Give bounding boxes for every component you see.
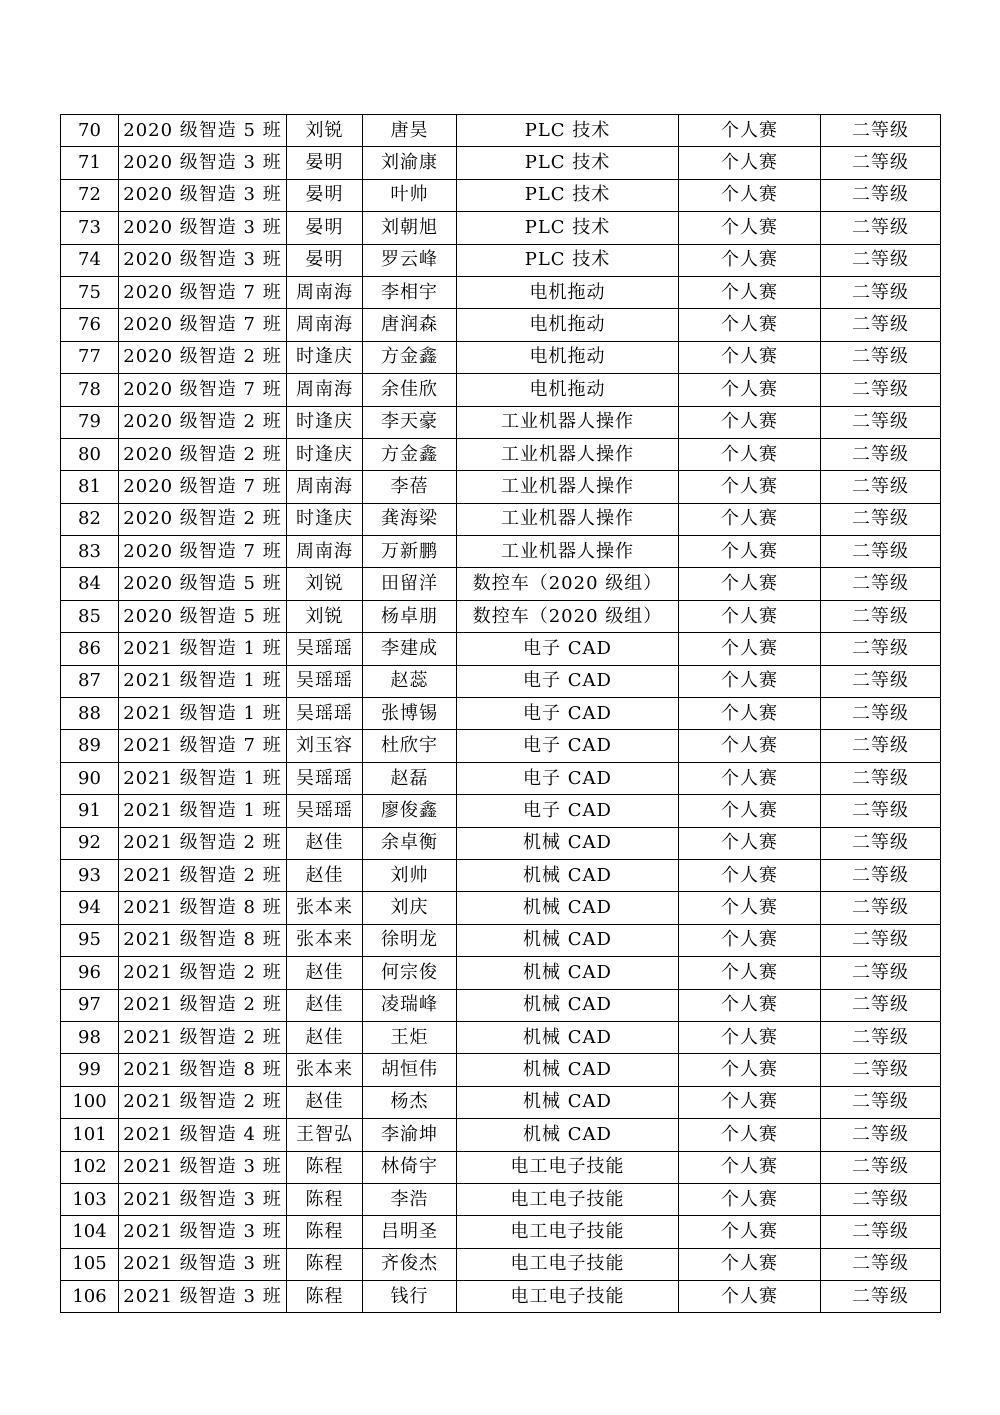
- competition-type-cell: 个人赛: [679, 989, 821, 1021]
- event-cell: 电机拖动: [457, 309, 679, 341]
- class-cell: 2021 级智造 1 班: [119, 698, 287, 730]
- competition-type-cell: 个人赛: [679, 179, 821, 211]
- teacher-cell: 晏明: [287, 212, 363, 244]
- table-row: [61, 309, 941, 341]
- award-level-cell: 二等级: [821, 244, 941, 276]
- table-row: [61, 179, 941, 211]
- student-cell: 方金鑫: [363, 341, 457, 373]
- event-cell: 电工电子技能: [457, 1248, 679, 1280]
- teacher-cell: 周南海: [287, 309, 363, 341]
- table-row: [61, 859, 941, 891]
- table-row: [61, 600, 941, 632]
- event-cell: 电子 CAD: [457, 698, 679, 730]
- row-number-cell: 83: [61, 536, 119, 568]
- award-level-cell: 二等级: [821, 665, 941, 697]
- table-row: [61, 957, 941, 989]
- teacher-cell: 刘锐: [287, 600, 363, 632]
- student-cell: 杨卓朋: [363, 600, 457, 632]
- award-level-cell: 二等级: [821, 374, 941, 406]
- award-level-cell: 二等级: [821, 1119, 941, 1151]
- student-cell: 何宗俊: [363, 957, 457, 989]
- teacher-cell: 赵佳: [287, 989, 363, 1021]
- competition-type-cell: 个人赛: [679, 212, 821, 244]
- student-cell: 李渝坤: [363, 1119, 457, 1151]
- award-level-cell: 二等级: [821, 115, 941, 147]
- event-cell: 电子 CAD: [457, 795, 679, 827]
- teacher-cell: 赵佳: [287, 957, 363, 989]
- class-cell: 2020 级智造 5 班: [119, 568, 287, 600]
- student-cell: 胡恒伟: [363, 1054, 457, 1086]
- teacher-cell: 周南海: [287, 276, 363, 308]
- award-level-cell: 二等级: [821, 1216, 941, 1248]
- event-cell: 机械 CAD: [457, 827, 679, 859]
- table-row: [61, 1248, 941, 1280]
- table-row: [61, 989, 941, 1021]
- event-cell: 数控车（2020 级组）: [457, 568, 679, 600]
- award-level-cell: 二等级: [821, 147, 941, 179]
- class-cell: 2020 级智造 7 班: [119, 536, 287, 568]
- award-level-cell: 二等级: [821, 276, 941, 308]
- event-cell: 工业机器人操作: [457, 406, 679, 438]
- award-level-cell: 二等级: [821, 1086, 941, 1118]
- student-cell: 李天豪: [363, 406, 457, 438]
- teacher-cell: 时逢庆: [287, 503, 363, 535]
- student-cell: 杨杰: [363, 1086, 457, 1118]
- award-level-cell: 二等级: [821, 762, 941, 794]
- event-cell: 机械 CAD: [457, 957, 679, 989]
- class-cell: 2020 级智造 2 班: [119, 406, 287, 438]
- event-cell: 电机拖动: [457, 276, 679, 308]
- student-cell: 李建成: [363, 633, 457, 665]
- table-row: [61, 924, 941, 956]
- competition-type-cell: 个人赛: [679, 374, 821, 406]
- event-cell: 电工电子技能: [457, 1281, 679, 1313]
- teacher-cell: 吴瑶瑶: [287, 795, 363, 827]
- event-cell: 电工电子技能: [457, 1151, 679, 1183]
- teacher-cell: 陈程: [287, 1183, 363, 1215]
- table-row: [61, 244, 941, 276]
- row-number-cell: 98: [61, 1021, 119, 1053]
- teacher-cell: 赵佳: [287, 1086, 363, 1118]
- student-cell: 杜欣宇: [363, 730, 457, 762]
- table-row: [61, 827, 941, 859]
- competition-type-cell: 个人赛: [679, 309, 821, 341]
- student-cell: 赵磊: [363, 762, 457, 794]
- award-level-cell: 二等级: [821, 212, 941, 244]
- award-level-cell: 二等级: [821, 600, 941, 632]
- student-cell: 廖俊鑫: [363, 795, 457, 827]
- award-level-cell: 二等级: [821, 1183, 941, 1215]
- row-number-cell: 76: [61, 309, 119, 341]
- student-cell: 李相宇: [363, 276, 457, 308]
- competition-type-cell: 个人赛: [679, 1281, 821, 1313]
- competition-type-cell: 个人赛: [679, 859, 821, 891]
- row-number-cell: 95: [61, 924, 119, 956]
- teacher-cell: 晏明: [287, 179, 363, 211]
- competition-type-cell: 个人赛: [679, 1151, 821, 1183]
- teacher-cell: 陈程: [287, 1151, 363, 1183]
- award-level-cell: 二等级: [821, 698, 941, 730]
- teacher-cell: 周南海: [287, 536, 363, 568]
- award-level-cell: 二等级: [821, 957, 941, 989]
- row-number-cell: 103: [61, 1183, 119, 1215]
- class-cell: 2020 级智造 5 班: [119, 115, 287, 147]
- table-row: [61, 115, 941, 147]
- event-cell: 电机拖动: [457, 341, 679, 373]
- student-cell: 余卓衡: [363, 827, 457, 859]
- table-row: [61, 730, 941, 762]
- competition-type-cell: 个人赛: [679, 795, 821, 827]
- class-cell: 2020 级智造 3 班: [119, 244, 287, 276]
- competition-type-cell: 个人赛: [679, 1248, 821, 1280]
- event-cell: 电机拖动: [457, 374, 679, 406]
- table-row: [61, 1119, 941, 1151]
- student-cell: 张博锡: [363, 698, 457, 730]
- event-cell: 机械 CAD: [457, 859, 679, 891]
- teacher-cell: 刘玉容: [287, 730, 363, 762]
- row-number-cell: 80: [61, 438, 119, 470]
- competition-type-cell: 个人赛: [679, 438, 821, 470]
- table-row: [61, 406, 941, 438]
- table-row: [61, 147, 941, 179]
- award-level-cell: 二等级: [821, 989, 941, 1021]
- award-level-cell: 二等级: [821, 1248, 941, 1280]
- award-level-cell: 二等级: [821, 179, 941, 211]
- student-cell: 王炬: [363, 1021, 457, 1053]
- class-cell: 2021 级智造 3 班: [119, 1183, 287, 1215]
- teacher-cell: 晏明: [287, 244, 363, 276]
- table-row: [61, 341, 941, 373]
- teacher-cell: 周南海: [287, 374, 363, 406]
- event-cell: 数控车（2020 级组）: [457, 600, 679, 632]
- competition-type-cell: 个人赛: [679, 698, 821, 730]
- row-number-cell: 90: [61, 762, 119, 794]
- award-level-cell: 二等级: [821, 1054, 941, 1086]
- student-cell: 林倚宇: [363, 1151, 457, 1183]
- teacher-cell: 赵佳: [287, 1021, 363, 1053]
- table-row: [61, 665, 941, 697]
- class-cell: 2021 级智造 3 班: [119, 1248, 287, 1280]
- row-number-cell: 105: [61, 1248, 119, 1280]
- event-cell: PLC 技术: [457, 115, 679, 147]
- row-number-cell: 84: [61, 568, 119, 600]
- class-cell: 2021 级智造 8 班: [119, 924, 287, 956]
- competition-type-cell: 个人赛: [679, 115, 821, 147]
- table-row: [61, 503, 941, 535]
- row-number-cell: 106: [61, 1281, 119, 1313]
- table-row: [61, 374, 941, 406]
- table-row: [61, 438, 941, 470]
- row-number-cell: 96: [61, 957, 119, 989]
- award-level-cell: 二等级: [821, 730, 941, 762]
- table-row: [61, 471, 941, 503]
- student-cell: 刘朝旭: [363, 212, 457, 244]
- row-number-cell: 91: [61, 795, 119, 827]
- student-cell: 赵蕊: [363, 665, 457, 697]
- teacher-cell: 张本来: [287, 1054, 363, 1086]
- student-cell: 方金鑫: [363, 438, 457, 470]
- event-cell: 电子 CAD: [457, 665, 679, 697]
- competition-type-cell: 个人赛: [679, 600, 821, 632]
- class-cell: 2020 级智造 3 班: [119, 212, 287, 244]
- event-cell: 电子 CAD: [457, 730, 679, 762]
- award-level-cell: 二等级: [821, 503, 941, 535]
- competition-type-cell: 个人赛: [679, 147, 821, 179]
- competition-type-cell: 个人赛: [679, 276, 821, 308]
- award-level-cell: 二等级: [821, 859, 941, 891]
- award-level-cell: 二等级: [821, 924, 941, 956]
- row-number-cell: 97: [61, 989, 119, 1021]
- row-number-cell: 82: [61, 503, 119, 535]
- class-cell: 2020 级智造 2 班: [119, 438, 287, 470]
- class-cell: 2021 级智造 1 班: [119, 633, 287, 665]
- award-level-cell: 二等级: [821, 827, 941, 859]
- teacher-cell: 时逢庆: [287, 341, 363, 373]
- table-row: [61, 1281, 941, 1313]
- table-row: [61, 1054, 941, 1086]
- teacher-cell: 陈程: [287, 1248, 363, 1280]
- student-cell: 李浩: [363, 1183, 457, 1215]
- competition-type-cell: 个人赛: [679, 762, 821, 794]
- class-cell: 2020 级智造 2 班: [119, 341, 287, 373]
- competition-type-cell: 个人赛: [679, 633, 821, 665]
- table-row: [61, 1216, 941, 1248]
- event-cell: 机械 CAD: [457, 924, 679, 956]
- teacher-cell: 赵佳: [287, 859, 363, 891]
- competition-type-cell: 个人赛: [679, 1216, 821, 1248]
- competition-type-cell: 个人赛: [679, 730, 821, 762]
- competition-type-cell: 个人赛: [679, 503, 821, 535]
- award-level-cell: 二等级: [821, 1281, 941, 1313]
- competition-type-cell: 个人赛: [679, 244, 821, 276]
- student-cell: 龚海梁: [363, 503, 457, 535]
- row-number-cell: 102: [61, 1151, 119, 1183]
- competition-type-cell: 个人赛: [679, 924, 821, 956]
- teacher-cell: 吴瑶瑶: [287, 633, 363, 665]
- class-cell: 2021 级智造 2 班: [119, 1086, 287, 1118]
- class-cell: 2021 级智造 3 班: [119, 1151, 287, 1183]
- award-level-cell: 二等级: [821, 406, 941, 438]
- row-number-cell: 93: [61, 859, 119, 891]
- row-number-cell: 89: [61, 730, 119, 762]
- student-cell: 田留洋: [363, 568, 457, 600]
- teacher-cell: 陈程: [287, 1281, 363, 1313]
- teacher-cell: 张本来: [287, 892, 363, 924]
- competition-type-cell: 个人赛: [679, 568, 821, 600]
- class-cell: 2021 级智造 8 班: [119, 1054, 287, 1086]
- row-number-cell: 70: [61, 115, 119, 147]
- teacher-cell: 陈程: [287, 1216, 363, 1248]
- award-level-cell: 二等级: [821, 892, 941, 924]
- row-number-cell: 73: [61, 212, 119, 244]
- event-cell: 机械 CAD: [457, 1021, 679, 1053]
- student-cell: 刘帅: [363, 859, 457, 891]
- competition-type-cell: 个人赛: [679, 1119, 821, 1151]
- row-number-cell: 92: [61, 827, 119, 859]
- teacher-cell: 刘锐: [287, 115, 363, 147]
- table-row: [61, 633, 941, 665]
- student-cell: 唐润森: [363, 309, 457, 341]
- row-number-cell: 87: [61, 665, 119, 697]
- student-cell: 罗云峰: [363, 244, 457, 276]
- class-cell: 2021 级智造 3 班: [119, 1216, 287, 1248]
- class-cell: 2021 级智造 1 班: [119, 762, 287, 794]
- row-number-cell: 72: [61, 179, 119, 211]
- event-cell: PLC 技术: [457, 179, 679, 211]
- teacher-cell: 时逢庆: [287, 438, 363, 470]
- row-number-cell: 74: [61, 244, 119, 276]
- student-cell: 徐明龙: [363, 924, 457, 956]
- row-number-cell: 100: [61, 1086, 119, 1118]
- table-row: [61, 892, 941, 924]
- event-cell: 工业机器人操作: [457, 438, 679, 470]
- table-row: [61, 698, 941, 730]
- event-cell: 电工电子技能: [457, 1216, 679, 1248]
- event-cell: 电工电子技能: [457, 1183, 679, 1215]
- table-row: [61, 568, 941, 600]
- award-level-cell: 二等级: [821, 795, 941, 827]
- row-number-cell: 79: [61, 406, 119, 438]
- table-row: [61, 1151, 941, 1183]
- event-cell: 工业机器人操作: [457, 471, 679, 503]
- event-cell: PLC 技术: [457, 244, 679, 276]
- award-level-cell: 二等级: [821, 633, 941, 665]
- row-number-cell: 94: [61, 892, 119, 924]
- competition-type-cell: 个人赛: [679, 1021, 821, 1053]
- award-level-cell: 二等级: [821, 568, 941, 600]
- competition-type-cell: 个人赛: [679, 1183, 821, 1215]
- class-cell: 2020 级智造 3 班: [119, 147, 287, 179]
- row-number-cell: 77: [61, 341, 119, 373]
- competition-type-cell: 个人赛: [679, 892, 821, 924]
- student-cell: 李蓓: [363, 471, 457, 503]
- class-cell: 2021 级智造 4 班: [119, 1119, 287, 1151]
- competition-type-cell: 个人赛: [679, 1054, 821, 1086]
- row-number-cell: 86: [61, 633, 119, 665]
- class-cell: 2021 级智造 2 班: [119, 1021, 287, 1053]
- award-level-cell: 二等级: [821, 341, 941, 373]
- class-cell: 2020 级智造 7 班: [119, 309, 287, 341]
- competition-type-cell: 个人赛: [679, 471, 821, 503]
- event-cell: PLC 技术: [457, 147, 679, 179]
- teacher-cell: 晏明: [287, 147, 363, 179]
- competition-type-cell: 个人赛: [679, 1086, 821, 1118]
- class-cell: 2021 级智造 2 班: [119, 989, 287, 1021]
- teacher-cell: 时逢庆: [287, 406, 363, 438]
- event-cell: 机械 CAD: [457, 1119, 679, 1151]
- class-cell: 2021 级智造 1 班: [119, 665, 287, 697]
- class-cell: 2021 级智造 2 班: [119, 827, 287, 859]
- award-table-body: [61, 115, 941, 1313]
- class-cell: 2021 级智造 7 班: [119, 730, 287, 762]
- teacher-cell: 吴瑶瑶: [287, 698, 363, 730]
- competition-type-cell: 个人赛: [679, 536, 821, 568]
- row-number-cell: 99: [61, 1054, 119, 1086]
- table-row: [61, 1021, 941, 1053]
- table-row: [61, 212, 941, 244]
- student-cell: 万新鹏: [363, 536, 457, 568]
- teacher-cell: 吴瑶瑶: [287, 665, 363, 697]
- class-cell: 2020 级智造 5 班: [119, 600, 287, 632]
- event-cell: 机械 CAD: [457, 892, 679, 924]
- row-number-cell: 88: [61, 698, 119, 730]
- table-row: [61, 762, 941, 794]
- event-cell: 机械 CAD: [457, 989, 679, 1021]
- table-row: [61, 536, 941, 568]
- class-cell: 2020 级智造 2 班: [119, 503, 287, 535]
- award-level-cell: 二等级: [821, 471, 941, 503]
- event-cell: PLC 技术: [457, 212, 679, 244]
- table-row: [61, 1086, 941, 1118]
- teacher-cell: 刘锐: [287, 568, 363, 600]
- award-level-cell: 二等级: [821, 438, 941, 470]
- row-number-cell: 75: [61, 276, 119, 308]
- student-cell: 唐昊: [363, 115, 457, 147]
- event-cell: 工业机器人操作: [457, 536, 679, 568]
- event-cell: 电子 CAD: [457, 633, 679, 665]
- class-cell: 2020 级智造 7 班: [119, 276, 287, 308]
- table-row: [61, 1183, 941, 1215]
- row-number-cell: 104: [61, 1216, 119, 1248]
- competition-type-cell: 个人赛: [679, 406, 821, 438]
- student-cell: 齐俊杰: [363, 1248, 457, 1280]
- row-number-cell: 101: [61, 1119, 119, 1151]
- award-level-cell: 二等级: [821, 1151, 941, 1183]
- competition-type-cell: 个人赛: [679, 341, 821, 373]
- class-cell: 2020 级智造 3 班: [119, 179, 287, 211]
- class-cell: 2021 级智造 3 班: [119, 1281, 287, 1313]
- teacher-cell: 周南海: [287, 471, 363, 503]
- competition-type-cell: 个人赛: [679, 665, 821, 697]
- award-level-cell: 二等级: [821, 309, 941, 341]
- event-cell: 机械 CAD: [457, 1086, 679, 1118]
- row-number-cell: 81: [61, 471, 119, 503]
- class-cell: 2021 级智造 1 班: [119, 795, 287, 827]
- class-cell: 2021 级智造 2 班: [119, 859, 287, 891]
- table-row: [61, 276, 941, 308]
- student-cell: 刘渝康: [363, 147, 457, 179]
- table-row: [61, 795, 941, 827]
- class-cell: 2021 级智造 2 班: [119, 957, 287, 989]
- class-cell: 2020 级智造 7 班: [119, 471, 287, 503]
- award-level-cell: 二等级: [821, 1021, 941, 1053]
- student-cell: 刘庆: [363, 892, 457, 924]
- student-cell: 凌瑞峰: [363, 989, 457, 1021]
- class-cell: 2020 级智造 7 班: [119, 374, 287, 406]
- class-cell: 2021 级智造 8 班: [119, 892, 287, 924]
- award-table: [60, 114, 941, 1313]
- award-level-cell: 二等级: [821, 536, 941, 568]
- teacher-cell: 张本来: [287, 924, 363, 956]
- event-cell: 电子 CAD: [457, 762, 679, 794]
- teacher-cell: 赵佳: [287, 827, 363, 859]
- event-cell: 机械 CAD: [457, 1054, 679, 1086]
- award-list-sheet: [60, 114, 940, 1313]
- row-number-cell: 71: [61, 147, 119, 179]
- row-number-cell: 85: [61, 600, 119, 632]
- teacher-cell: 吴瑶瑶: [287, 762, 363, 794]
- student-cell: 叶帅: [363, 179, 457, 211]
- student-cell: 吕明圣: [363, 1216, 457, 1248]
- teacher-cell: 王智弘: [287, 1119, 363, 1151]
- row-number-cell: 78: [61, 374, 119, 406]
- student-cell: 钱行: [363, 1281, 457, 1313]
- event-cell: 工业机器人操作: [457, 503, 679, 535]
- competition-type-cell: 个人赛: [679, 827, 821, 859]
- student-cell: 余佳欣: [363, 374, 457, 406]
- competition-type-cell: 个人赛: [679, 957, 821, 989]
